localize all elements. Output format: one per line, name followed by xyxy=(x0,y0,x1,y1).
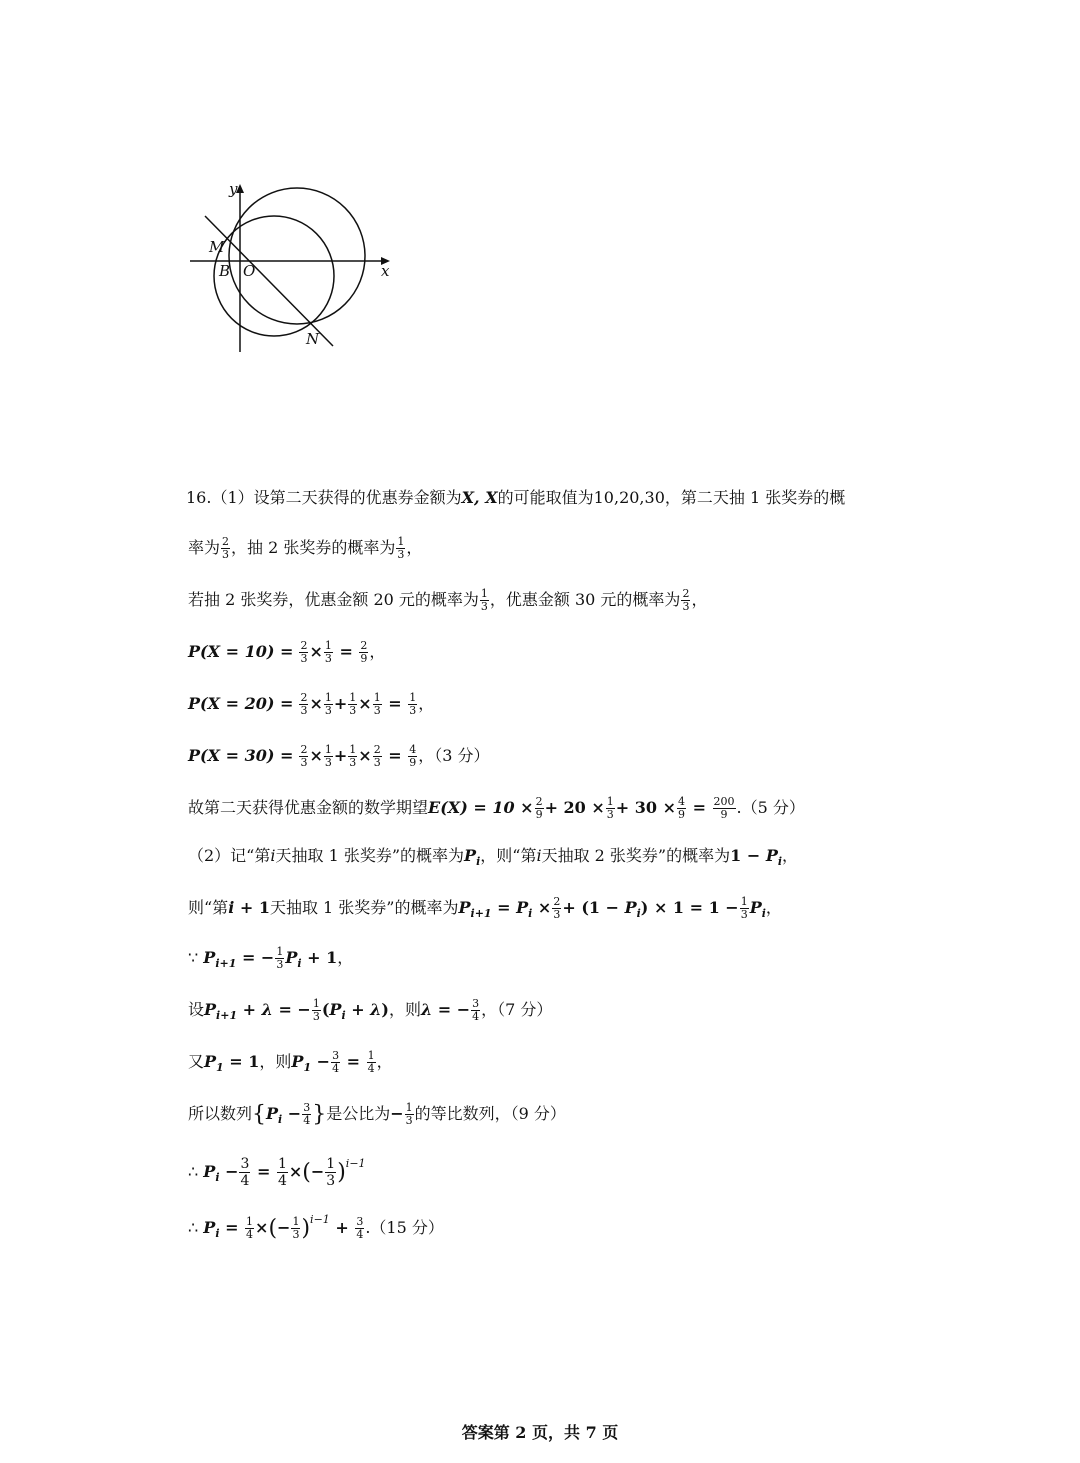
line-since: ∵ $P_{i+1}$ = − $\frac{1}{3}$ $P_i + 1$， xyxy=(188,945,354,971)
circle-figure xyxy=(185,178,400,356)
line-3 xyxy=(188,586,707,614)
text: ， xyxy=(406,538,423,557)
text: 天抽取 1 张奖券”的概率为 xyxy=(269,898,459,917)
line-mn xyxy=(205,216,333,346)
text: ，则 xyxy=(259,1052,292,1071)
line-expectation: 故第二天获得优惠金额的数学期望E(X) = 10 × $\frac{2}{9}$ + 20 × $\frac{1}{3}$ + 30 × $\frac{4}{9}$ = $\frac{200}{9}$ .（5 分） xyxy=(188,795,805,821)
geometry-diagram xyxy=(185,178,400,356)
therefore-symbol: ∴ xyxy=(188,1218,199,1237)
score-7: ，（7 分） xyxy=(481,1000,553,1019)
line-recurrence: 则“第i + 1天抽取 1 张奖券”的概率为$P_{i+1} = P_i$ × $\frac{2}{3}$ + $(1 - P_i) \times 1 = 1$ − $\frac{1}{3}$ $P_i$， xyxy=(188,895,782,921)
frac-1-3: $\frac{1}{3}$ xyxy=(480,587,488,613)
score-3: ，（3 分） xyxy=(418,746,490,765)
text: 则“第 xyxy=(188,898,229,917)
line-1 xyxy=(186,484,845,512)
label-y: y xyxy=(229,180,238,198)
text: 是公比为 xyxy=(326,1104,391,1123)
frac-1-3: $\frac{1}{3}$ xyxy=(397,535,405,561)
because-symbol: ∵ xyxy=(188,948,199,967)
page-footer: 答案第 2 页，共 7 页 xyxy=(461,1423,619,1442)
text: 的等比数列，（9 分） xyxy=(414,1104,566,1123)
values: 10,20,30 xyxy=(593,488,665,507)
score-15: .（15 分） xyxy=(365,1218,444,1237)
therefore-symbol: ∴ xyxy=(188,1162,199,1181)
text: 所以数列 xyxy=(188,1104,253,1123)
text: 16.（1）设第二天获得的优惠券金额为 xyxy=(186,488,462,507)
text: 的可能取值为 xyxy=(497,488,594,507)
p10-label: P(X = 10) = xyxy=(188,642,294,661)
label-x: x xyxy=(381,262,390,280)
text: ，则 xyxy=(388,1000,421,1019)
line-p1: 又$P_1 = 1$，则$P_1$ − $\frac{3}{4}$ = $\frac{1}{4}$ ， xyxy=(188,1049,393,1075)
text: 天抽取 1 张奖券”的概率为 xyxy=(275,846,465,865)
var-x: X, X xyxy=(461,488,498,507)
line-thus-1: ∴ $P_i$ − $\frac{3}{4}$ = $\frac{1}{4}$ ×(− $\frac{1}{3}$ )$^{i-1}$ xyxy=(188,1156,366,1189)
text: （2）记“第 xyxy=(188,846,271,865)
expectation: E(X) = 10 × xyxy=(428,798,534,817)
text: 又 xyxy=(188,1052,205,1071)
frac-2-3: $\frac{2}{3}$ xyxy=(682,587,690,613)
text: 设 xyxy=(188,1000,205,1019)
text: 天抽取 2 张奖券”的概率为 xyxy=(541,846,731,865)
score-5: .（5 分） xyxy=(736,798,805,817)
line-lambda: 设$P_{i+1} + \lambda$ = − $\frac{1}{3}$ $(P_i + \lambda)$，则λ = − $\frac{3}{4}$ ，（7 分） xyxy=(188,997,553,1023)
line-p20: P(X = 20) = $\frac{2}{3}$ × $\frac{1}{3}$ + $\frac{1}{3}$ × $\frac{1}{3}$ = $\frac{1}{3}$ ， xyxy=(188,691,435,717)
text: 若抽 2 张奖券，优惠金额 20 元的概率为 xyxy=(188,590,479,609)
text: ，优惠金额 30 元的概率为 xyxy=(489,590,681,609)
text: ， xyxy=(691,590,708,609)
line-2 xyxy=(188,534,422,562)
line-p30: P(X = 30) = $\frac{2}{3}$ × $\frac{1}{3}$ + $\frac{1}{3}$ × $\frac{2}{3}$ = $\frac{4}{9}$ ，（3 分） xyxy=(188,743,490,769)
text: ，抽 2 张奖券的概率为 xyxy=(231,538,396,557)
label-b: B xyxy=(219,262,231,280)
label-m: M xyxy=(209,238,225,256)
text: ， xyxy=(782,846,799,865)
frac-2-3: $\frac{2}{3}$ xyxy=(222,535,230,561)
p20-label: P(X = 20) = xyxy=(188,694,294,713)
p30-label: P(X = 30) = xyxy=(188,746,294,765)
label-o: O xyxy=(243,262,256,280)
text: ，则“第 xyxy=(480,846,537,865)
line-sequence: 所以数列{$P_i$ − $\frac{3}{4}$ }是公比为− $\frac{1}{3}$ 的等比数列，（9 分） xyxy=(188,1101,566,1127)
label-n: N xyxy=(306,330,320,348)
large-circle xyxy=(229,188,365,324)
text: ，第二天抽 1 张奖券的概 xyxy=(664,488,846,507)
text: 率为 xyxy=(188,538,221,557)
line-part2: （2）记“第i天抽取 1 张奖券”的概率为$P_i$，则“第i天抽取 2 张奖券”的概率为$1 - P_i$， xyxy=(188,846,799,868)
line-thus-2: ∴ $P_i$ = $\frac{1}{4}$ ×(− $\frac{1}{3}$ )$^{i-1}$ + $\frac{3}{4}$ .（15 分） xyxy=(188,1213,444,1241)
line-p10: P(X = 10) = $\frac{2}{3}$ × $\frac{1}{3}$ = $\frac{2}{9}$ ， xyxy=(188,639,386,665)
text: 故第二天获得优惠金额的数学期望 xyxy=(188,798,429,817)
